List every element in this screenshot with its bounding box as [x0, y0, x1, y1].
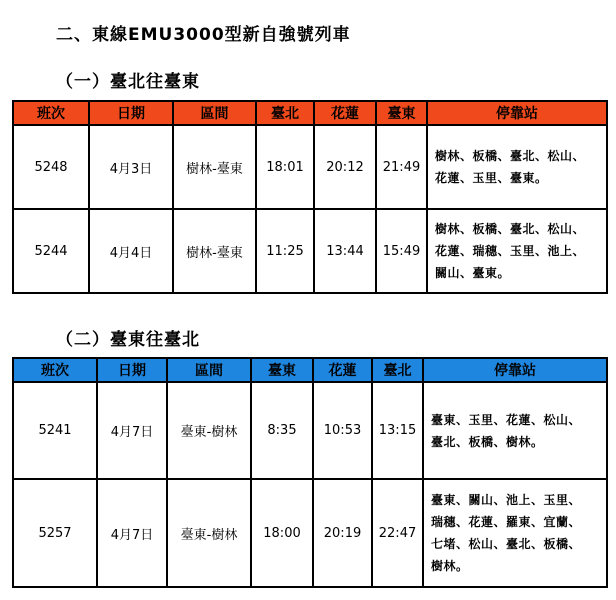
schedule-table-taitung-to-taipei	[12, 357, 608, 588]
header-station-3: 臺東	[376, 101, 427, 125]
train-number: 5244	[13, 209, 89, 293]
stops-cell	[423, 479, 607, 587]
train-date: 4月7日	[97, 382, 167, 479]
header-station-1: 臺東	[251, 358, 313, 382]
stops-line: 臺北、板橋、樹林。	[431, 434, 544, 449]
table-row	[13, 479, 607, 587]
stops-line: 花蓮、瑞穗、玉里、池上、	[435, 244, 586, 258]
time-station-1: 18:01	[256, 125, 314, 209]
table-header-row	[13, 101, 607, 125]
train-date: 4月4日	[89, 209, 173, 293]
time-station-3: 15:49	[376, 209, 427, 293]
header-station-2: 花蓮	[314, 101, 376, 125]
stops-cell	[427, 125, 607, 209]
table-row	[13, 125, 607, 209]
time-station-2: 10:53	[313, 382, 372, 479]
header-train: 班次	[13, 101, 89, 125]
stops-cell	[423, 382, 607, 479]
header-stops: 停靠站	[423, 358, 607, 382]
train-number: 5248	[13, 125, 89, 209]
time-station-2: 20:12	[314, 125, 376, 209]
table-row	[13, 209, 607, 293]
stops-line: 樹林。	[431, 559, 469, 573]
train-date: 4月3日	[89, 125, 173, 209]
stops-line: 臺東、玉里、花蓮、松山、	[431, 412, 582, 427]
time-station-3: 13:15	[372, 382, 423, 479]
train-route: 臺東-樹林	[167, 382, 251, 479]
time-station-1: 18:00	[251, 479, 313, 587]
page-title: 二、東線EMU3000型新自強號列車	[56, 25, 351, 45]
header-route: 區間	[167, 358, 251, 382]
train-route: 樹林-臺東	[173, 125, 256, 209]
time-station-2: 13:44	[314, 209, 376, 293]
time-station-2: 20:19	[313, 479, 372, 587]
header-station-1: 臺北	[256, 101, 314, 125]
train-number: 5257	[13, 479, 97, 587]
train-date: 4月7日	[97, 479, 167, 587]
stops-line: 臺東、關山、池上、玉里、	[431, 493, 582, 507]
time-station-3: 22:47	[372, 479, 423, 587]
section-title-taitung-to-taipei: （二）臺東往臺北	[56, 330, 200, 350]
time-station-1: 8:35	[251, 382, 313, 479]
stops-line: 樹林、板橋、臺北、松山、	[435, 149, 586, 163]
schedule-table-taipei-to-taitung	[12, 100, 608, 294]
header-stops: 停靠站	[427, 101, 607, 125]
time-station-1: 11:25	[256, 209, 314, 293]
train-route: 臺東-樹林	[167, 479, 251, 587]
header-train: 班次	[13, 358, 97, 382]
header-date: 日期	[97, 358, 167, 382]
stops-line: 七堵、松山、臺北、板橋、	[431, 537, 582, 551]
header-date: 日期	[89, 101, 173, 125]
stops-line: 樹林、板橋、臺北、松山、	[435, 222, 586, 236]
stops-line: 關山、臺東。	[435, 266, 511, 280]
header-station-3: 臺北	[372, 358, 423, 382]
train-number: 5241	[13, 382, 97, 479]
stops-line: 花蓮、玉里、臺東。	[435, 171, 548, 185]
section-title-taipei-to-taitung: （一）臺北往臺東	[56, 72, 200, 92]
header-route: 區間	[173, 101, 256, 125]
stops-line: 瑞穗、花蓮、羅東、宜蘭、	[431, 515, 582, 529]
train-route: 樹林-臺東	[173, 209, 256, 293]
time-station-3: 21:49	[376, 125, 427, 209]
header-station-2: 花蓮	[313, 358, 372, 382]
table-row	[13, 382, 607, 479]
stops-cell	[427, 209, 607, 293]
table-header-row	[13, 358, 607, 382]
